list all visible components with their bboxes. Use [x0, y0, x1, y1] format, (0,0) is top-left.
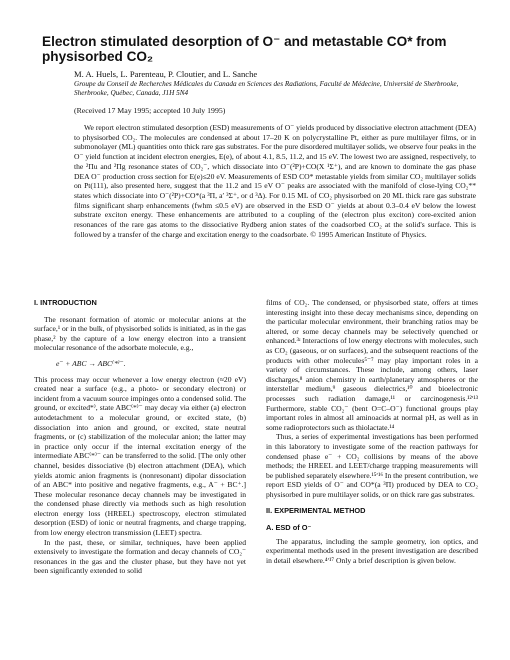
equation-1: e⁻ + ABC → ABC⁽*⁾⁻. [56, 358, 126, 368]
abstract [74, 123, 476, 239]
intro-paragraph-2: This process may occur whenever a low energy electron (≈20 eV) created near a surface (e.g., a photo- or secondary electron) or incident from a vacuum source impinges onto a condensed solid. The ground, or excited*⁾, state ABC⁽*⁾⁻ may decay via either (a) electron autodetachment to a molecular ground, or excited state, (b) dissociation into anion and ground, or excited, state neutral fragments, or (c) stabilization of the molecular anion; the latter may in practice only occur if the internal excitation energy of the intermediate ABC⁽*⁾⁻ can be transferred to the solid. [The only other channel, besides dissociative (b) electron attachment (DEA), which yields atomic anion fragments is (nonresonant) dipolar dissociation of an ABC* into positive and negative fragments, e.g., A⁻ + BC⁺.] These molecular resonance decay channels may be investigated in the condensed phase directly via methods such as high resolution electron energy loss (HREEL) spectroscopy, electron stimulated desorption (ESD) of ionic or neutral fragments, and charge trapping, from low energy electron transmission (LEET) spectra. [34, 374, 246, 538]
left-column [34, 298, 246, 576]
intro-paragraph-1: The resonant formation of atomic or molecular anions at the surface,¹ or in the bulk, of physisorbed solids is initiated, as in the gas phase,² by the capture of a low energy electron into a transient molecular resonance of the adsorbate molecule, e.g., [34, 314, 246, 353]
intro-paragraph-5: Thus, a series of experimental investigations has been performed in this laboratory to investigate some of the reaction pathways for condensed phase e⁻ + CO₂ collisions by means of the above methods; the HREEL and LEET/charge trapping measurements will be published separately elsewhere.¹⁵ʹ¹⁶ In the present contribution, we report ESD yields of O⁻ and CO*(a ³Π) produced by DEA to CO₂ physisorbed in pure multilayer solids, or on thick rare gas substrates. [266, 432, 478, 499]
received-date: (Received 17 May 1995; accepted 10 July 1995) [74, 106, 226, 115]
author-list: M. A. Huels, L. Parenteau, P. Cloutier, and L. Sanche [74, 69, 258, 79]
section-gap [266, 499, 478, 506]
intro-paragraph-3: In the past, these, or similar, techniques, have been applied extensively to investigate the formation and decay channels of CO₂⁻ resonances in the gas and the cluster phase, but they have not yet been significantly extended to solid [34, 537, 246, 576]
affiliation: Groupe du Conseil de Recherches Médicales du Canada en Sciences des Radiations, Faculté de Médecine, Université de Sherbrooke, Sherbrooke, Québec, Canada, J1H 5N4 [74, 80, 459, 97]
body-columns [34, 298, 478, 576]
section-heading-experimental: II. EXPERIMENTAL METHOD [266, 506, 366, 516]
paper-title: Electron stimulated desorption of O⁻ and metastable CO* from physisorbed CO₂ [42, 34, 447, 64]
method-paragraph-1: The apparatus, including the sample geometry, ion optics, and experimental methods used in the present investigation are described in detail elsewhere.⁴ʹ¹⁷ Only a brief description is given below. [266, 536, 478, 565]
section-heading-introduction: I. INTRODUCTION [34, 298, 97, 307]
intro-paragraph-4: films of CO₂. The condensed, or physisorbed state, offers at times interesting insight into these decay mechanisms since, depending on the particular molecular environment, their branching ratios may be altered, or some decay channels may be selectively quenched or enhanced.³ʴ Interactions of low energy electrons with molecules, such as CO₂ (gaseous, or on surfaces), and the subsequent reactions of the products with other molecules⁵⁻⁷ may play important roles in a variety of circumstances. These include, among others, laser discharges,⁸ anion chemistry in earth/planetary atmospheres or the interstellar medium,⁹ gaseous dielectrics,¹⁰ and bioelectronic processes such radiation damage,¹¹ or carcinogenesis.¹²ʹ¹³ Furthermore, stable CO₂⁻ (bent O=C–O⁻) functional groups play important roles in almost all aminoacids at normal pH, as well as in some radioprotectors such as thiolactate.¹⁴ [266, 298, 478, 432]
abstract-text: We report electron stimulated desorption (ESD) measurements of O⁻ yields produced by dissociative electron attachment (DEA) to physisorbed CO₂. The molecules are condensed at about 17–20 K on polycrystalline Pt, either as pure multilayer films, or in submonolayer (ML) quantities onto thick rare gas substrates. For the pure disordered multilayer solids, we observe four peaks in the O⁻ yield function at incident electron energies, E(e), of about 4.1, 8.5, 11.2, and 15 eV. The lowest two are assigned, respectively, to the ²Πu and ²Πg resonance states of CO₂⁻, which dissociate into O⁻(²P)+CO(X ¹Σ⁺), and are known to dominate the gas phase DEA O⁻ production cross section for E(e)≤20 eV. Measurements of ESD CO* metastable yields from similar CO₂ multilayer solids on Pt(111), also presented here, suggest that the 11.2 and 15 eV O⁻ peaks are associated with the manifold of close-lying CO₂** states which dissociate into O⁻(²P)+CO*(a ³Π, a′ ³Σ⁺, or d ³Δ). For 0.15 ML of CO₂ physisorbed on 20 ML thick rare gas substrate films significant sharp enhancements (fwhm ≤0.5 eV) are observed in the ESD O⁻ yields at about 0.3–0.4 eV below the lowest substrate exciton energy. These enhancements are attributed to a coupling of the (electron plus exciton) core-excited anion resonances of the rare gas atoms to the dissociative Rydberg anion states of the coadsorbed CO₂ at the solid's surface. This is followed by a transfer of the charge and excitation energy to the coadsorbate. © 1995 American Institute of Physics. [74, 123, 476, 239]
right-column [266, 298, 478, 576]
subsection-heading-esd: A. ESD of O⁻ [266, 523, 312, 533]
